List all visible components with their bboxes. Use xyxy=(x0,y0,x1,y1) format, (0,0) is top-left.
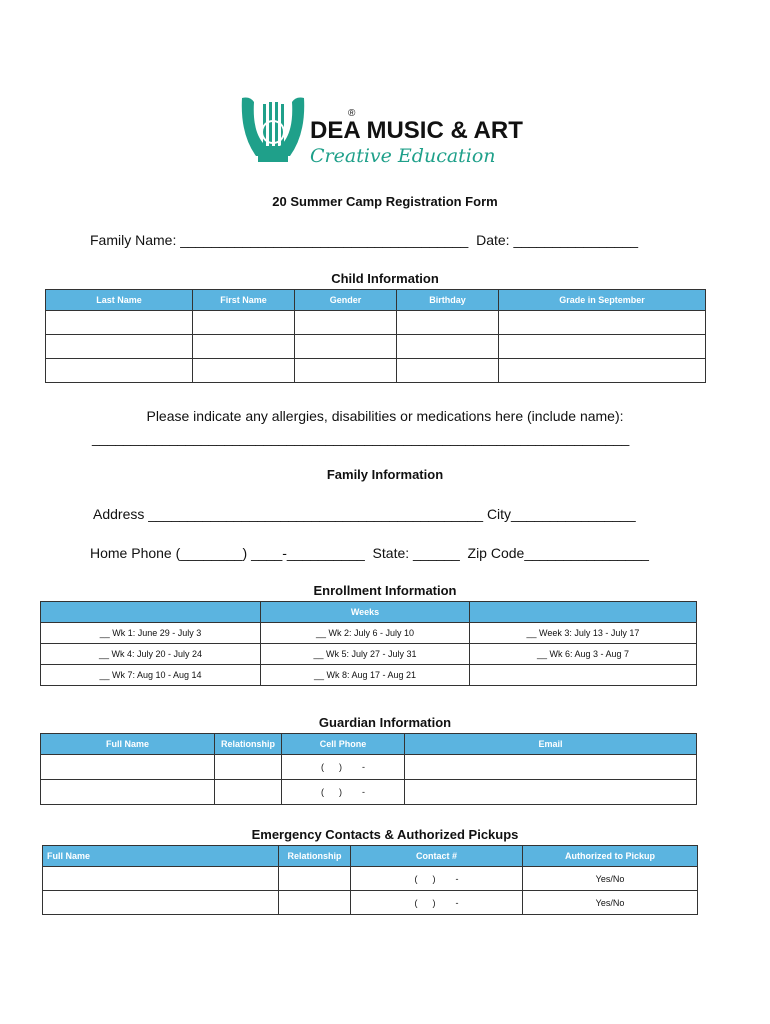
enrollment-title: Enrollment Information xyxy=(313,583,457,598)
col-grade: Grade in September xyxy=(499,290,706,311)
contact-field[interactable]: ( ) - xyxy=(351,891,523,915)
allergies-line[interactable]: _____________________________________________________________________ xyxy=(92,430,630,446)
emergency-title: Emergency Contacts & Authorized Pickups xyxy=(251,827,519,842)
week-option[interactable]: __ Wk 6: Aug 3 - Aug 7 xyxy=(470,644,697,665)
family-info-title: Family Information xyxy=(326,467,444,482)
contact-field[interactable]: ( ) - xyxy=(351,867,523,891)
table-row xyxy=(46,311,706,335)
phone-line[interactable]: Home Phone (________) ____-__________ State: ______ Zip Code________________ xyxy=(90,545,649,561)
weeks-header: Weeks xyxy=(261,602,470,623)
table-row xyxy=(43,891,698,915)
table-row xyxy=(41,755,697,780)
col-email: Email xyxy=(405,734,697,755)
allergies-prompt: Please indicate any allergies, disabilities or medications here (include name): xyxy=(146,408,624,424)
col-authorized: Authorized to Pickup xyxy=(523,846,698,867)
guardian-title: Guardian Information xyxy=(318,715,452,730)
address-line[interactable]: Address ___________________________________________ City________________ xyxy=(93,506,636,522)
pickup-field[interactable]: Yes/No xyxy=(523,867,698,891)
table-row xyxy=(43,867,698,891)
table-row xyxy=(41,623,697,644)
week-option[interactable]: __ Wk 2: July 6 - July 10 xyxy=(261,623,470,644)
table-row xyxy=(41,780,697,805)
table-row xyxy=(46,359,706,383)
col-relationship: Relationship xyxy=(215,734,282,755)
brand-text: DEA MUSIC & ART xyxy=(310,117,523,144)
cell-phone-field[interactable]: ( ) - xyxy=(282,755,405,780)
pickup-field[interactable]: Yes/No xyxy=(523,891,698,915)
cell-phone-field[interactable]: ( ) - xyxy=(282,780,405,805)
week-option[interactable]: __ Week 3: July 13 - July 17 xyxy=(470,623,697,644)
child-info-title: Child Information xyxy=(331,271,439,286)
table-row xyxy=(41,644,697,665)
logo xyxy=(236,94,531,168)
col-cell-phone: Cell Phone xyxy=(282,734,405,755)
week-option[interactable]: __ Wk 4: July 20 - July 24 xyxy=(41,644,261,665)
col-birthday: Birthday xyxy=(397,290,499,311)
child-table xyxy=(45,289,706,383)
week-option[interactable]: __ Wk 5: July 27 - July 31 xyxy=(261,644,470,665)
week-option[interactable]: __ Wk 8: Aug 17 - Aug 21 xyxy=(261,665,470,686)
week-option[interactable]: __ Wk 7: Aug 10 - Aug 14 xyxy=(41,665,261,686)
emergency-table xyxy=(42,845,698,915)
family-name-line[interactable]: Family Name: _____________________________________ Date: ________________ xyxy=(90,232,639,248)
col-full-name: Full Name xyxy=(43,846,279,867)
week-option xyxy=(470,665,697,686)
col-contact: Contact # xyxy=(351,846,523,867)
table-row xyxy=(46,335,706,359)
col-relationship: Relationship xyxy=(279,846,351,867)
col-full-name: Full Name xyxy=(41,734,215,755)
guardian-table xyxy=(40,733,697,805)
table-row xyxy=(41,665,697,686)
tagline-text: Creative Education xyxy=(310,145,496,167)
enrollment-table xyxy=(40,601,697,686)
lyre-icon xyxy=(236,94,531,168)
col-last-name: Last Name xyxy=(46,290,193,311)
col-first-name: First Name xyxy=(193,290,295,311)
form-title: 20 Summer Camp Registration Form xyxy=(272,194,498,209)
col-gender: Gender xyxy=(295,290,397,311)
svg-text:®: ® xyxy=(348,108,356,119)
week-option[interactable]: __ Wk 1: June 29 - July 3 xyxy=(41,623,261,644)
